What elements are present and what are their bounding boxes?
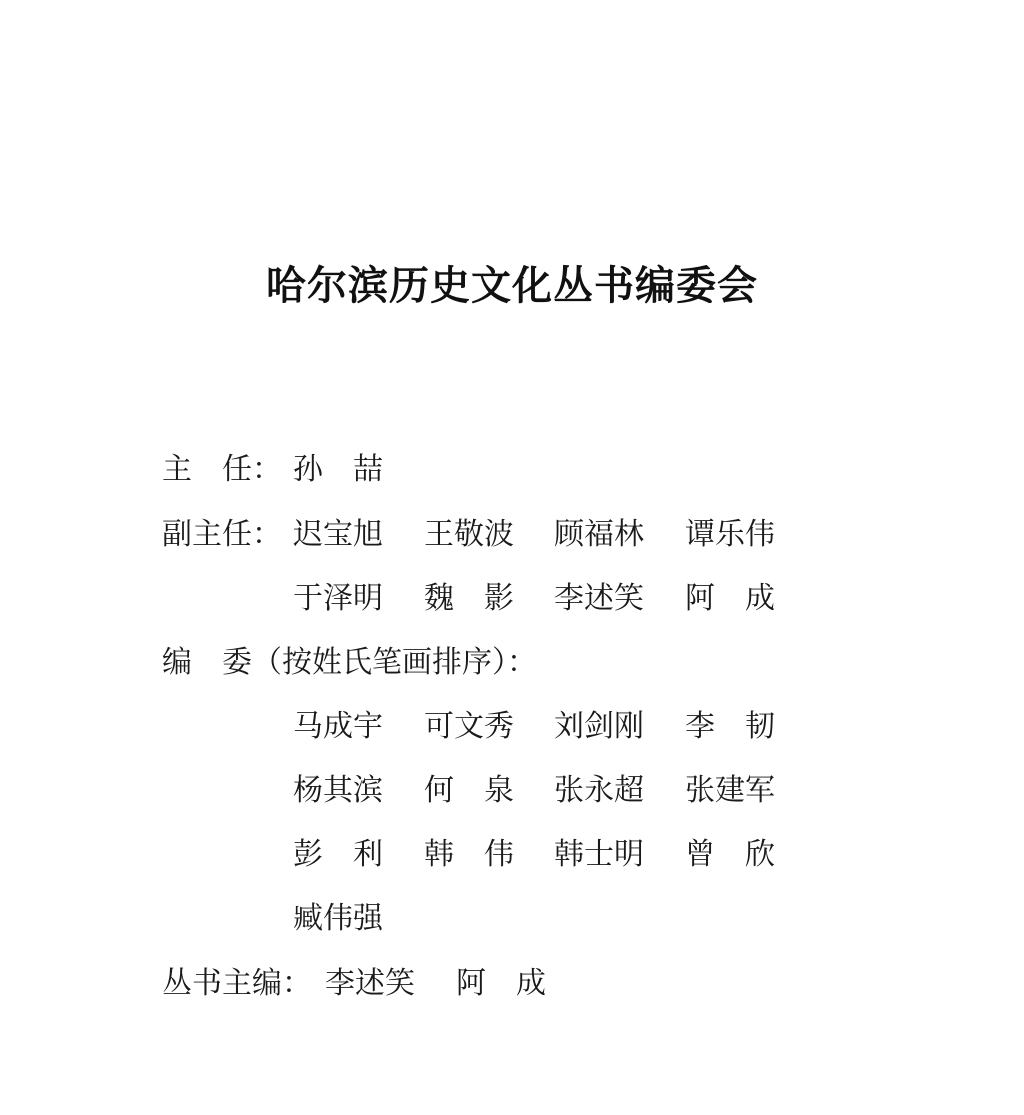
deputy-director-name: 谭乐伟 <box>685 517 775 552</box>
committee-member-name: 何 泉 <box>424 773 514 808</box>
committee-names-row <box>0 833 1024 877</box>
director-name: 孙 喆 <box>293 452 383 487</box>
committee-member-name: 马成宇 <box>293 709 383 744</box>
committee-names-row <box>0 897 1024 941</box>
series-editors-label: 丛书主编： <box>162 966 312 1001</box>
committee-member-name: 张建军 <box>685 773 775 808</box>
deputy-director-name: 李述笑 <box>554 581 644 616</box>
committee-member-name: 韩 伟 <box>424 837 514 872</box>
series-editor-name: 阿 成 <box>456 966 546 1001</box>
deputy-director-name: 迟宝旭 <box>293 517 383 552</box>
deputy-directors-row <box>0 577 1024 621</box>
committee-names-row <box>0 705 1024 749</box>
committee-names-row <box>0 769 1024 813</box>
deputy-director-name: 顾福林 <box>554 517 644 552</box>
committee-member-name: 张永超 <box>554 773 644 808</box>
series-editor-name: 李述笑 <box>325 966 415 1001</box>
deputy-directors-label: 副主任： <box>162 517 282 552</box>
committee-member-name: 韩士明 <box>554 837 644 872</box>
deputy-directors-row <box>0 513 1024 557</box>
committee-member-name: 彭 利 <box>293 837 383 872</box>
committee-row <box>0 641 1024 685</box>
committee-member-name: 李 韧 <box>685 709 775 744</box>
committee-member-name: 臧伟强 <box>293 901 383 936</box>
deputy-director-name: 魏 影 <box>424 581 514 616</box>
committee-label: 编 委（按姓氏笔画排序）： <box>162 645 537 680</box>
committee-member-name: 刘剑刚 <box>554 709 644 744</box>
committee-member-name: 曾 欣 <box>685 837 775 872</box>
page-title: 哈尔滨历史文化丛书编委会 <box>266 262 758 309</box>
committee-member-name: 可文秀 <box>424 709 514 744</box>
deputy-director-name: 阿 成 <box>685 581 775 616</box>
director-label: 主 任： <box>162 452 282 487</box>
series-editors-row <box>0 962 1024 1006</box>
deputy-director-name: 王敬波 <box>424 517 514 552</box>
committee-member-name: 杨其滨 <box>293 773 383 808</box>
director-row <box>0 448 1024 492</box>
deputy-director-name: 于泽明 <box>293 581 383 616</box>
